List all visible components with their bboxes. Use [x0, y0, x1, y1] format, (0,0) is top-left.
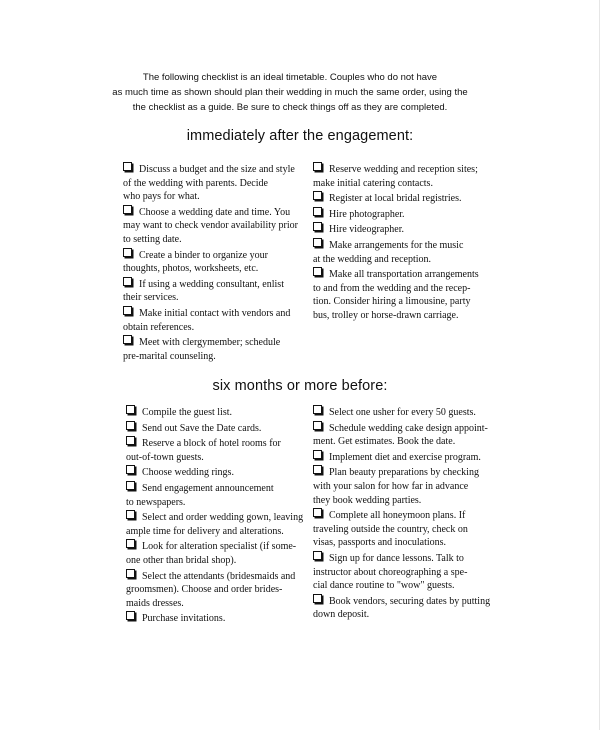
checkbox-icon[interactable]: [123, 248, 132, 257]
checklist-item: [313, 451, 503, 465]
checklist-item: [123, 249, 303, 276]
checkbox-icon[interactable]: [123, 335, 132, 344]
checklist-item-text: out-of-town guests.: [126, 451, 204, 463]
checklist-item: [126, 612, 306, 626]
checklist-item: [126, 437, 306, 464]
checklist-item-line: [123, 262, 303, 276]
checklist-item: [123, 336, 303, 363]
checklist-item-line: [126, 496, 306, 510]
checklist-item-line: [313, 480, 503, 494]
checklist-item: [313, 552, 503, 593]
checklist-item: [126, 466, 306, 480]
checkbox-icon[interactable]: [126, 421, 135, 430]
checklist-item: [313, 268, 503, 322]
six-months-left-column: [126, 406, 306, 628]
checklist-item-line: [313, 223, 503, 237]
checklist-item-text: Book vendors, securing dates by putting: [329, 595, 491, 607]
checkbox-icon[interactable]: [126, 405, 135, 414]
checkbox-icon[interactable]: [313, 594, 322, 603]
checklist-item-text: down deposit.: [313, 609, 370, 621]
checklist-item-line: [313, 422, 503, 436]
checklist-item-line: [313, 509, 503, 523]
checkbox-icon[interactable]: [313, 450, 322, 459]
checkbox-icon[interactable]: [123, 306, 132, 315]
checklist-item-text: ample time for delivery and alterations.: [126, 525, 284, 537]
checkbox-icon[interactable]: [313, 207, 322, 216]
checklist-item-line: [313, 309, 503, 323]
checklist-item-text: Implement diet and exercise program.: [329, 451, 481, 463]
intro-line: The following checklist is an ideal timetable. Couples who do not have: [142, 72, 438, 83]
checkbox-icon[interactable]: [313, 421, 322, 430]
checkbox-icon[interactable]: [313, 191, 322, 200]
checklist-item-line: [126, 597, 306, 611]
checklist-item-line: [126, 570, 306, 584]
checklist-item-line: [313, 192, 503, 206]
checkbox-icon[interactable]: [313, 162, 322, 171]
checklist-item-text: Select one usher for every 50 guests.: [329, 407, 476, 418]
checklist-item-text: with your salon for how far in advance: [313, 480, 469, 492]
checkbox-icon[interactable]: [126, 465, 135, 474]
checklist-item: [313, 223, 503, 237]
checklist-item-text: Select the attendants (bridesmaids and: [142, 570, 296, 582]
checklist-item: [123, 278, 303, 305]
checklist-item-line: [313, 239, 503, 253]
checklist-item-line: [123, 291, 303, 305]
checklist-item-line: [126, 583, 306, 597]
checklist-item: [313, 595, 503, 622]
checklist-item-text: ment. Get estimates. Book the date.: [313, 436, 456, 448]
checkbox-icon[interactable]: [126, 611, 135, 620]
checklist-item-line: [123, 233, 303, 247]
checklist-item: [126, 422, 306, 436]
checklist-item-line: [123, 206, 303, 220]
checklist-item-line: [313, 579, 503, 593]
checklist-item-line: [313, 536, 503, 550]
checklist-item-text: Schedule wedding cake design appoint-: [329, 422, 488, 434]
checklist-item-line: [123, 350, 303, 364]
checklist-item-line: [313, 494, 503, 508]
checklist-item-text: Make all transportation arrangements: [329, 269, 479, 281]
checklist-item-text: Sign up for dance lessons. Talk to: [329, 552, 464, 564]
checklist-item: [313, 192, 503, 206]
checklist-item-text: obtain references.: [123, 321, 195, 333]
checklist-item-line: [313, 451, 503, 465]
checkbox-icon[interactable]: [313, 267, 322, 276]
checklist-item-line: [126, 466, 306, 480]
checklist-item-text: Purchase invitations.: [142, 613, 226, 625]
checklist-item-text: Hire videographer.: [329, 224, 404, 236]
checklist-item-text: Make arrangements for the music: [329, 239, 464, 251]
checklist-item-line: [313, 163, 503, 177]
checklist-item-line: [313, 177, 503, 191]
section-title-six-months: six months or more before:: [212, 378, 388, 394]
checklist-item-text: they book wedding parties.: [313, 494, 422, 506]
checklist-item: [126, 482, 306, 509]
checklist-item: [126, 570, 306, 611]
checklist-item-line: [126, 540, 306, 554]
checklist-item-line: [123, 321, 303, 335]
checklist-item: [126, 511, 306, 538]
checklist-item-text: maids dresses.: [126, 597, 184, 609]
checklist-item-line: [313, 282, 503, 296]
checklist-item-text: tion. Consider hiring a limousine, party: [313, 296, 471, 308]
checklist-item-text: Look for alteration specialist (if some-: [142, 541, 297, 553]
checklist-item-text: who pays for what.: [123, 191, 200, 203]
checklist-item-line: [123, 219, 303, 233]
checklist-item-text: at the wedding and reception.: [313, 253, 432, 265]
checklist-item-line: [123, 249, 303, 263]
checklist-item-line: [313, 406, 503, 420]
checklist-item-text: Hire photographer.: [329, 208, 405, 220]
intro-line: as much time as shown should plan their wedding in much the same order, using the: [112, 87, 468, 98]
checklist-item-text: Send engagement announcement: [142, 482, 274, 494]
checklist-item-text: groomsmen). Choose and order brides-: [126, 584, 283, 596]
checklist-item: [313, 509, 503, 550]
checklist-item-line: [123, 177, 303, 191]
checkbox-icon[interactable]: [313, 551, 322, 560]
checkbox-icon[interactable]: [313, 405, 322, 414]
checklist-item-text: make initial catering contacts.: [313, 177, 433, 189]
checklist-item-line: [313, 608, 503, 622]
checklist-item-text: pre-marital counseling.: [123, 350, 216, 362]
intro-paragraph: [110, 70, 470, 115]
checklist-item-text: Compile the guest list.: [142, 407, 232, 418]
checklist-item-line: [126, 422, 306, 436]
six-months-right-column: [313, 406, 503, 624]
checklist-item: [313, 239, 503, 266]
checklist-item-line: [313, 435, 503, 449]
checklist-item-line: [313, 466, 503, 480]
checklist-item-text: Discuss a budget and the size and style: [139, 164, 295, 175]
checkbox-icon[interactable]: [123, 162, 132, 171]
checklist-item: [313, 208, 503, 222]
checklist-item: [123, 307, 303, 334]
checkbox-icon[interactable]: [126, 481, 135, 490]
checklist-item-line: [313, 295, 503, 309]
checklist-item-text: bus, trolley or horse-drawn carriage.: [313, 309, 459, 321]
checklist-item-text: to newspapers.: [126, 496, 186, 508]
checkbox-icon[interactable]: [123, 205, 132, 214]
checklist-item: [123, 163, 303, 204]
checkbox-icon[interactable]: [313, 222, 322, 231]
checklist-item: [126, 406, 306, 420]
checklist-item-line: [123, 307, 303, 321]
checklist-item-line: [313, 253, 503, 267]
checklist-item-line: [126, 612, 306, 626]
checkbox-icon[interactable]: [126, 510, 135, 519]
checklist-item-text: cial dance routine to "wow" guests.: [313, 580, 455, 592]
checklist-item-line: [313, 268, 503, 282]
checklist-item-text: Reserve a block of hotel rooms for: [142, 438, 281, 450]
checklist-item: [123, 206, 303, 247]
checklist-item-text: Send out Save the Date cards.: [142, 422, 262, 434]
checklist-item-text: thoughts, photos, worksheets, etc.: [123, 263, 259, 275]
checklist-item-text: Register at local bridal registries.: [329, 193, 462, 205]
section-title-engagement: immediately after the engagement:: [186, 128, 414, 144]
checklist-item-text: to setting date.: [123, 233, 182, 245]
checklist-item-text: Reserve wedding and reception sites;: [329, 164, 478, 175]
checkbox-icon[interactable]: [126, 569, 135, 578]
checklist-item-line: [126, 406, 306, 420]
checklist-item: [313, 406, 503, 420]
checklist-item: [126, 540, 306, 567]
checkbox-icon[interactable]: [313, 238, 322, 247]
checklist-item-text: their services.: [123, 292, 179, 304]
checklist-item-line: [126, 511, 306, 525]
checklist-item-text: If using a wedding consultant, enlist: [139, 278, 284, 290]
checklist-item-text: instructor about choreographing a spe-: [313, 566, 468, 578]
checkbox-icon[interactable]: [126, 539, 135, 548]
checklist-item-line: [123, 163, 303, 177]
checklist-item-line: [123, 336, 303, 350]
checklist-item-text: to and from the wedding and the recep-: [313, 282, 471, 294]
checklist-item: [313, 422, 503, 449]
checklist-item-text: Plan beauty preparations by checking: [329, 467, 479, 479]
checklist-item-text: Complete all honeymoon plans. If: [329, 510, 466, 522]
checklist-item-text: Choose a wedding date and time. You: [139, 206, 291, 218]
checkbox-icon[interactable]: [313, 508, 322, 517]
engagement-right-column: [313, 163, 503, 325]
checklist-item-line: [126, 451, 306, 465]
checklist-item-line: [126, 482, 306, 496]
checklist-item-line: [313, 595, 503, 609]
checklist-item-line: [313, 208, 503, 222]
checklist-item-line: [126, 525, 306, 539]
checklist-item-text: traveling outside the country, check on: [313, 523, 468, 535]
checkbox-icon[interactable]: [126, 436, 135, 445]
checkbox-icon[interactable]: [123, 277, 132, 286]
checkbox-icon[interactable]: [313, 465, 322, 474]
checklist-item-text: Select and order wedding gown, leaving: [142, 512, 304, 524]
checklist-item: [313, 466, 503, 507]
checklist-item-text: Make initial contact with vendors and: [139, 307, 291, 319]
engagement-left-column: [123, 163, 303, 365]
checklist-item-line: [313, 523, 503, 537]
checklist-item-text: Choose wedding rings.: [142, 467, 234, 479]
checklist-item-text: visas, passports and inoculations.: [313, 537, 447, 549]
checklist-item-line: [123, 190, 303, 204]
checklist-item-line: [313, 552, 503, 566]
checklist-item: [313, 163, 503, 190]
checklist-item-text: Meet with clergymember; schedule: [139, 337, 281, 349]
checklist-item-text: one other than bridal shop).: [126, 554, 237, 566]
checklist-item-text: may want to check vendor availability prior: [123, 220, 298, 232]
checklist-item-line: [126, 437, 306, 451]
intro-line: the checklist as a guide. Be sure to check things off as they are completed.: [132, 102, 448, 113]
checklist-item-line: [313, 566, 503, 580]
checklist-item-text: Create a binder to organize your: [139, 249, 268, 261]
checklist-item-line: [123, 278, 303, 292]
checklist-item-line: [126, 554, 306, 568]
checklist-item-text: of the wedding with parents. Decide: [123, 177, 268, 189]
